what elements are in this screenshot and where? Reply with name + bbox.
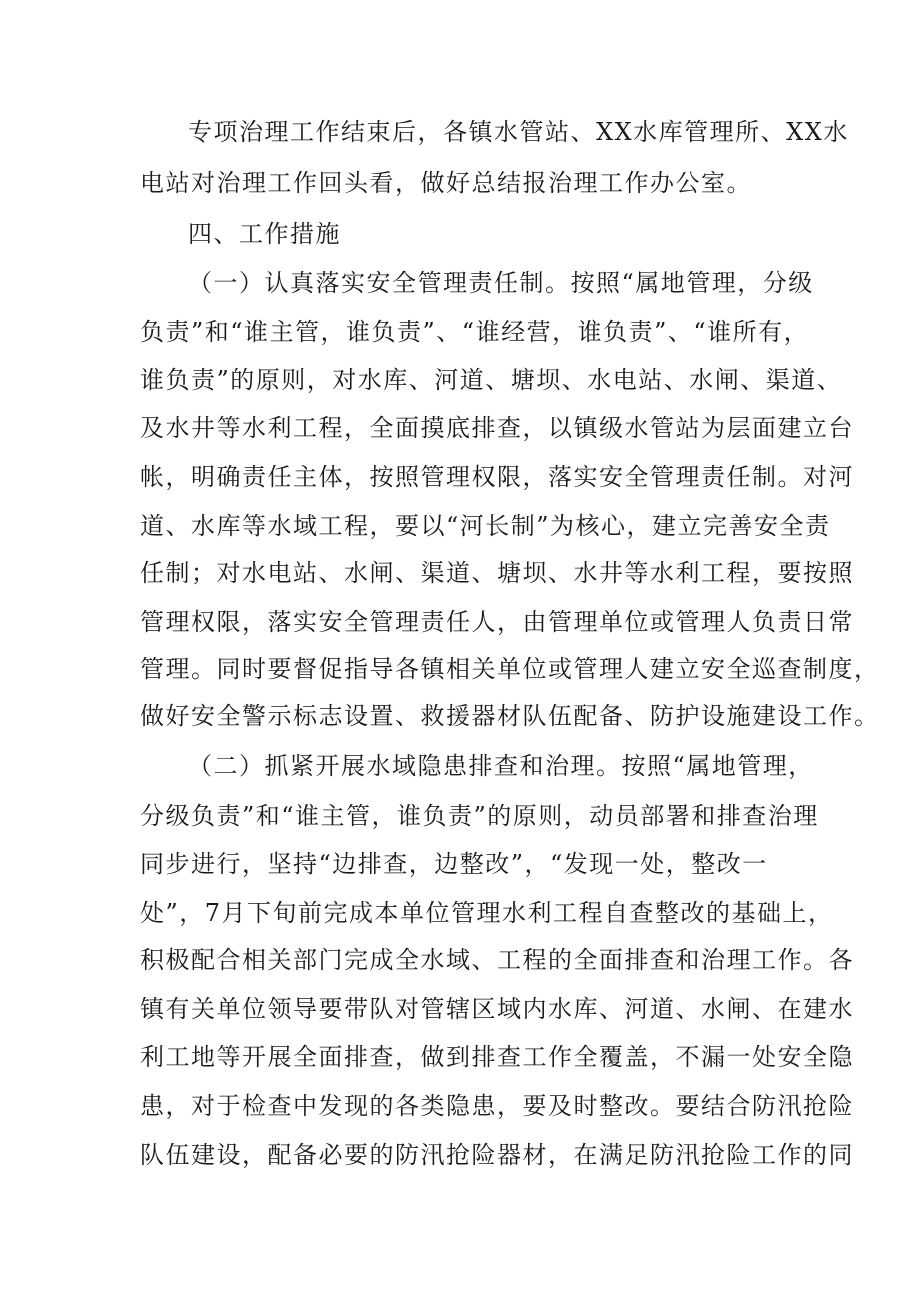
- paragraph-line: 管理。同时要督促指导各镇相关单位或管理人建立安全巡查制度，: [140, 655, 880, 683]
- paragraph-line: 负责”和“谁主管，谁负责”、“谁经营，谁负责”、“谁所有，: [140, 318, 810, 346]
- paragraph-line: 队伍建设，配备必要的防汛抢险器材，在满足防汛抢险工作的同: [140, 1141, 854, 1169]
- paragraph-line: 利工地等开展全面排查，做到排查工作全覆盖，不漏一处安全隐: [140, 1043, 854, 1071]
- paragraph-line: 及水井等水利工程，全面摸底排查，以镇级水管站为层面建立台: [140, 414, 854, 442]
- section-heading: 四、工作措施: [188, 220, 341, 248]
- paragraph-line: （二）抓紧开展水域隐患排查和治理。按照“属地管理，: [188, 752, 814, 780]
- paragraph-line: 帐，明确责任主体，按照管理权限，落实安全管理责任制。对河: [140, 463, 854, 491]
- paragraph-line: 做好安全警示标志设置、救援器材队伍配备、防护设施建设工作。: [140, 702, 880, 730]
- paragraph-line: 专项治理工作结束后，各镇水管站、XX水库管理所、XX水: [188, 118, 849, 146]
- paragraph-line: 处”，7月下旬前完成本单位管理水利工程自查整改的基础上，: [140, 899, 834, 927]
- paragraph-line: 谁负责”的原则，对水库、河道、塘坝、水电站、水闸、渠道、: [140, 366, 843, 394]
- paragraph-line: 积极配合相关部门完成全水域、工程的全面排查和治理工作。各: [140, 946, 854, 974]
- paragraph-line: 道、水库等水域工程，要以“河长制”为核心，建立完善安全责: [140, 512, 831, 540]
- paragraph-line: 分级负责”和“谁主管，谁负责”的原则，动员部署和排查治理: [140, 802, 819, 830]
- paragraph-line: 镇有关单位领导要带队对管辖区域内水库、河道、水闸、在建水: [140, 995, 854, 1023]
- paragraph-line: （一）认真落实安全管理责任制。按照“属地管理，分级: [188, 269, 814, 297]
- paragraph-line: 电站对治理工作回头看，做好总结报治理工作办公室。: [140, 169, 752, 197]
- paragraph-line: 同步进行，坚持“边排查，边整改”，“发现一处，整改一: [140, 850, 768, 878]
- paragraph-line: 管理权限，落实安全管理责任人，由管理单位或管理人负责日常: [140, 608, 854, 636]
- paragraph-line: 患，对于检查中发现的各类隐患，要及时整改。要结合防汛抢险: [140, 1092, 854, 1120]
- paragraph-line: 任制；对水电站、水闸、渠道、塘坝、水井等水利工程，要按照: [140, 559, 854, 587]
